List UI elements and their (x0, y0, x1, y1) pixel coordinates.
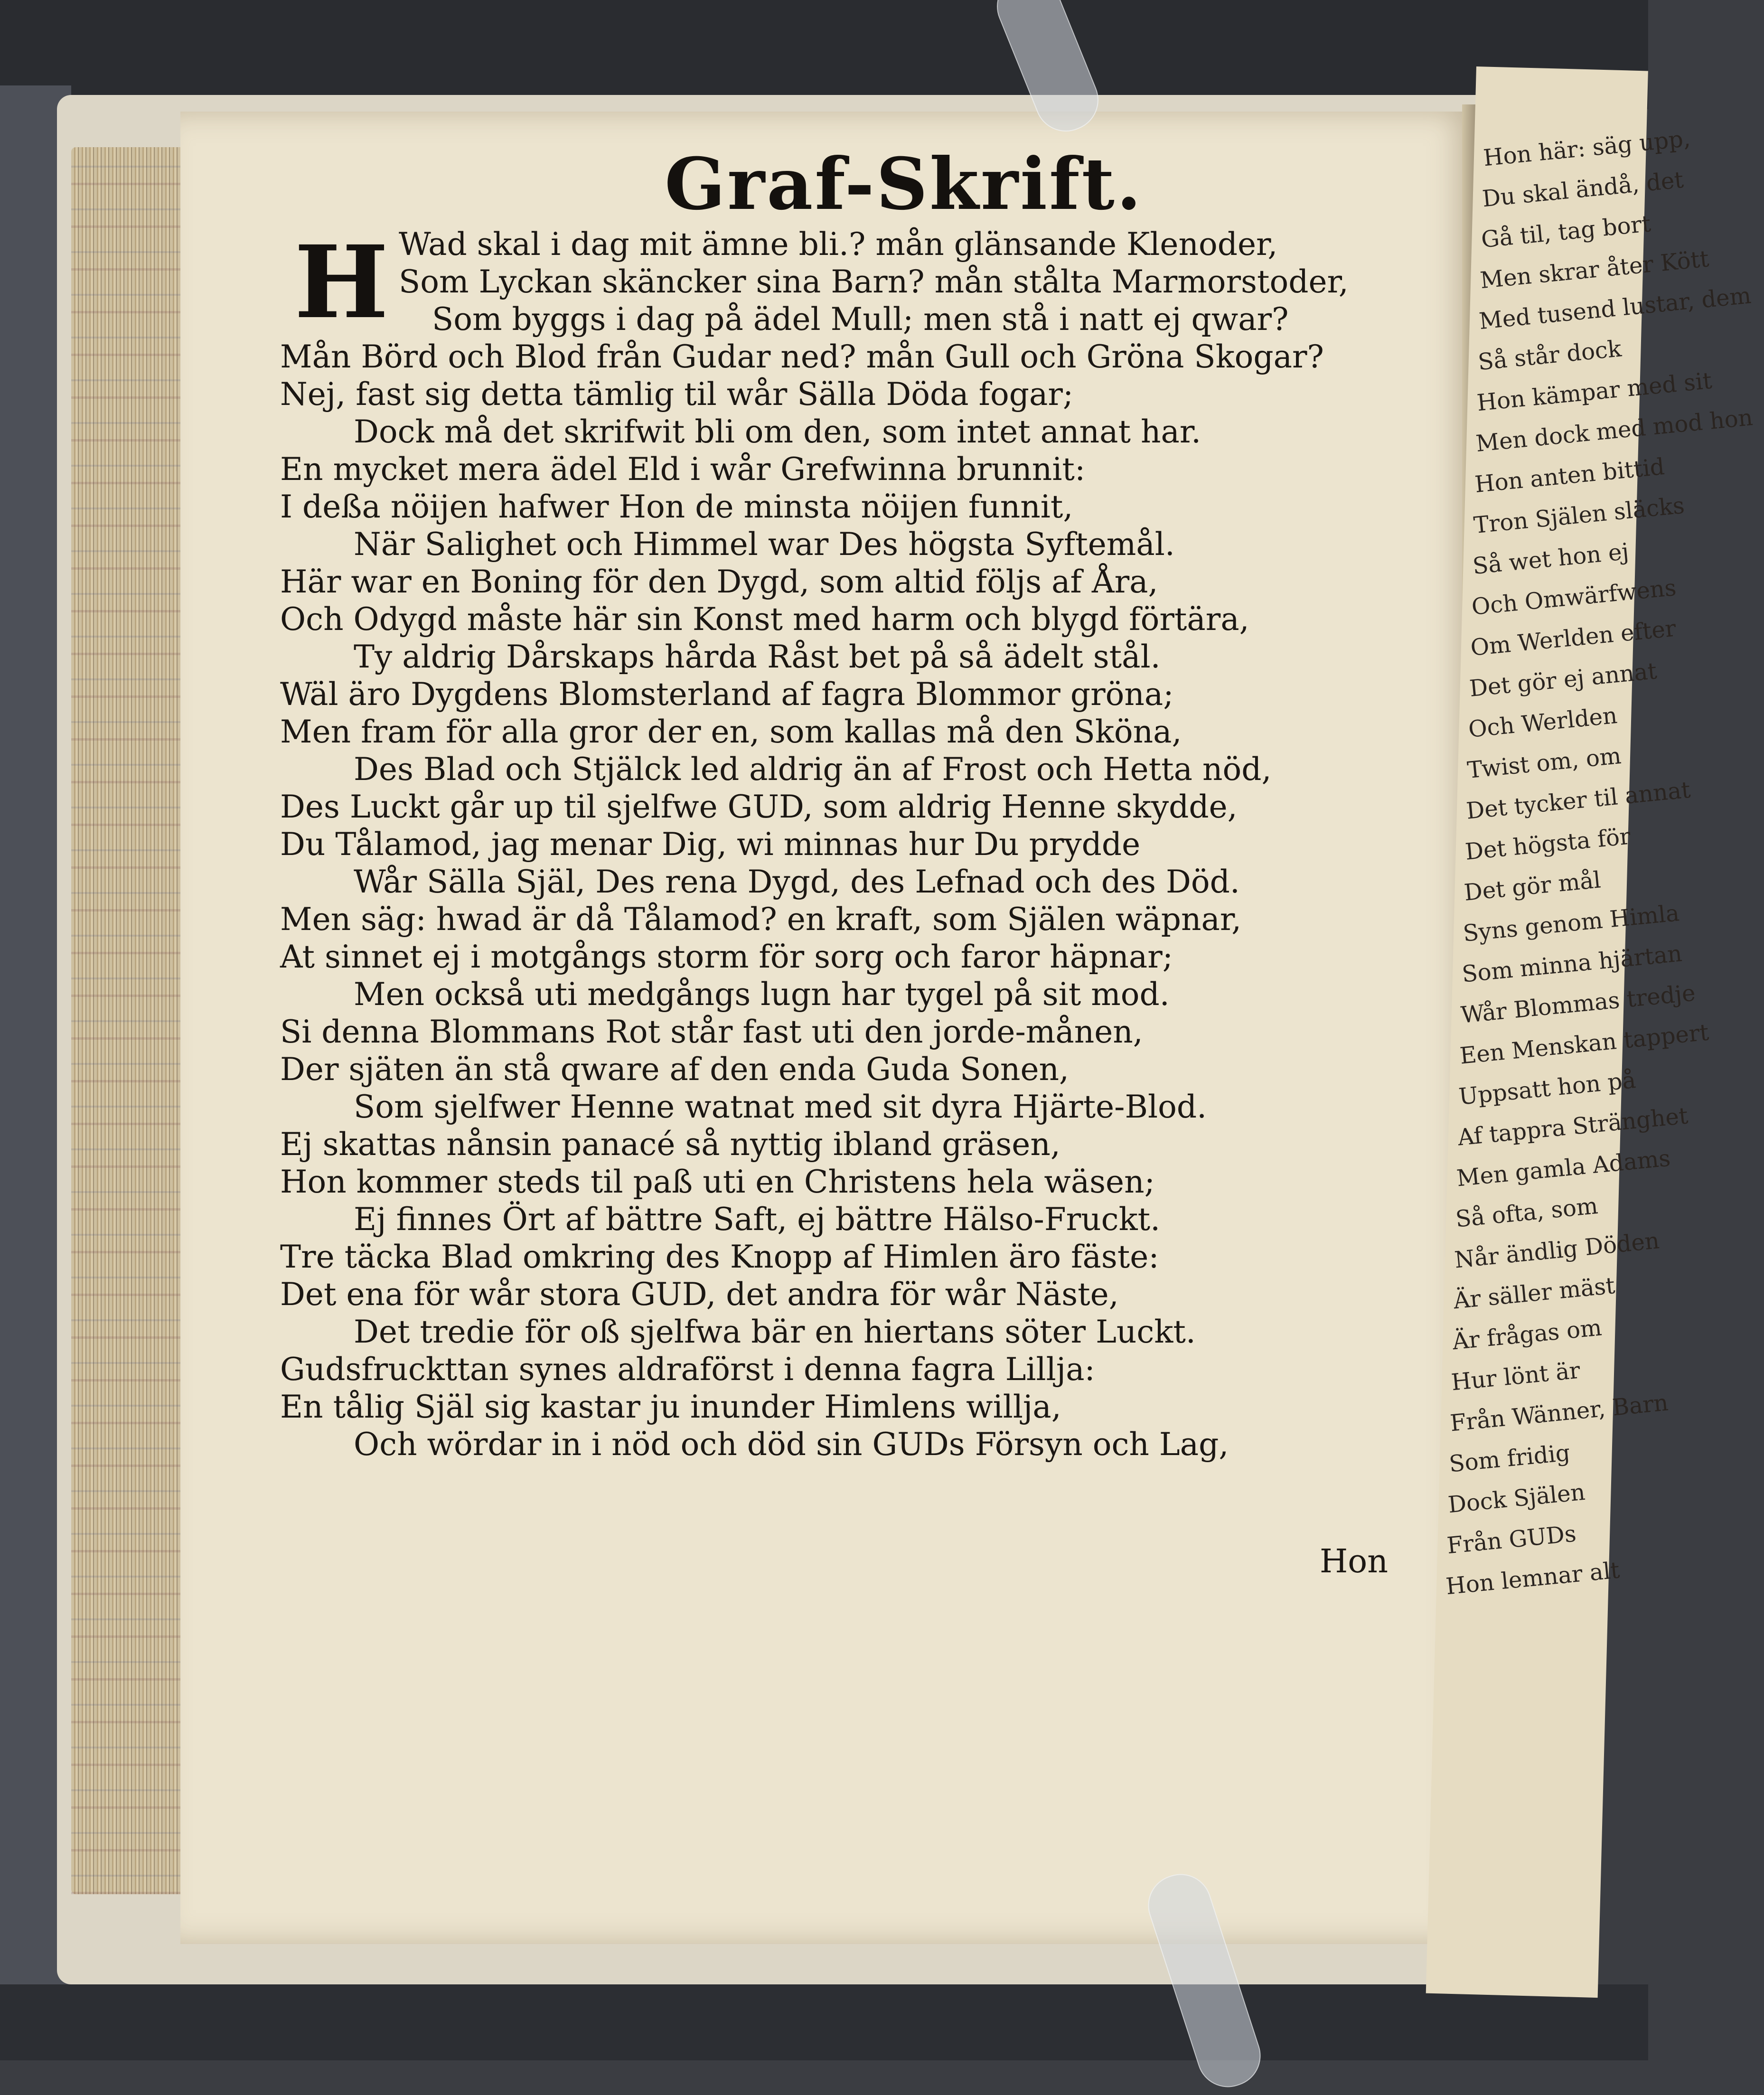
book-page-edges (71, 147, 180, 1894)
poem-line: Si denna Blommans Rot står fast uti den jorde-månen, (280, 1014, 1143, 1050)
poem-line: Gudsfruckttan synes aldraförst i denna fagra Lillja: (280, 1351, 1095, 1388)
right-page-line: Syns genom Himla (1462, 900, 1680, 947)
poem-line: At sinnet ej i motgångs storm för sorg och faror häpnar; (280, 939, 1173, 975)
right-page-line: Så står dock (1477, 335, 1623, 376)
poem-line: Som sjelfwer Henne watnat med sit dyra Hjärte-Blod. (354, 1089, 1207, 1125)
right-page-line: Een Menskan tappert (1458, 1019, 1710, 1070)
right-page-line: Hur lönt är (1450, 1357, 1582, 1396)
poem-line: När Salighet och Himmel war Des högsta Syftemål. (354, 526, 1175, 563)
poem-line: Men också uti medgångs lugn har tygel på sit mod. (354, 976, 1170, 1013)
right-page-line: Från GUDs (1445, 1520, 1577, 1560)
poem-line: Men säg: hwad är då Tålamod? en kraft, som Själen wäpnar, (280, 901, 1242, 938)
scanner-background-bottom (0, 1984, 1648, 2060)
poem-line: Men fram för alla gror der en, som kallas må den Sköna, (280, 714, 1182, 750)
right-page-line: Är frågas om (1451, 1314, 1603, 1355)
right-page-line: Når ändlig Döden (1453, 1227, 1661, 1274)
right-page-line: Tron Själen släcks (1472, 492, 1686, 539)
right-page-line: Och Omwärfwens (1470, 574, 1678, 621)
poem-line: Tre täcka Blad omkring des Knopp af Himlen äro fäste: (280, 1239, 1159, 1275)
poem-line: Och wördar in i nöd och död sin GUDs Försyn och Lag, (354, 1426, 1229, 1463)
poem-line: Mån Börd och Blod från Gudar ned? mån Gull och Gröna Skogar? (280, 338, 1324, 375)
right-page-line: Det högsta för (1464, 823, 1632, 865)
right-page-line: Af tappra Stränghet (1456, 1102, 1689, 1151)
right-page-line: Och Werlden (1467, 702, 1619, 743)
poem-line: Ej finnes Ört af bättre Saft, ej bättre Hälso-Fruckt. (354, 1201, 1161, 1238)
right-page-line: Men gamla Adams (1455, 1145, 1672, 1192)
right-page-line: Det gör ej annat (1468, 658, 1658, 702)
catchword: Hon (1320, 1543, 1389, 1580)
right-page-line: Gå til, tag bort (1480, 210, 1652, 254)
right-page-line: Twist om, om (1466, 742, 1623, 784)
right-page-line: Hon här: säg upp, (1482, 125, 1692, 172)
scanner-background-top (0, 0, 1648, 109)
right-page-line: Så wet hon ej (1471, 538, 1630, 580)
right-page-line: Hon lemnar alt (1445, 1557, 1621, 1600)
drop-cap: H (294, 224, 389, 341)
right-page-line: Men skrar åter Kött (1479, 245, 1710, 294)
poem-line: Du Tålamod, jag menar Dig, wi minnas hur Du prydde (280, 826, 1141, 863)
poem-text (280, 225, 1410, 1463)
right-page-line: Hon anten bittid (1473, 453, 1666, 498)
right-page-line: Om Werlden efter (1469, 615, 1677, 661)
right-page-line: Uppsatt hon på (1457, 1067, 1637, 1110)
poem-line: Wad skal i dag mit ämne bli.? mån glänsande Klenoder, (399, 226, 1278, 263)
poem-line: Det ena för wår stora GUD, det andra för wår Näste, (280, 1276, 1119, 1313)
right-page-line: Med tusend lustar, dem (1478, 282, 1753, 335)
page-title: Graf-Skrift. (665, 142, 1144, 226)
right-page-text (1436, 125, 1754, 1612)
poem-line: Dock må det skrifwit bli om den, som intet annat har. (354, 413, 1201, 450)
right-page-line: Det tycker til annat (1465, 776, 1692, 825)
poem-line: I deßa nöijen hafwer Hon de minsta nöijen funnit, (280, 489, 1073, 525)
poem-line: Som byggs i dag på ädel Mull; men stå i natt ej qwar? (432, 301, 1289, 338)
poem-line: Nej, fast sig detta tämlig til wår Sälla Döda fogar; (280, 376, 1074, 413)
right-page-line: Från Wänner, Barn (1449, 1389, 1670, 1437)
right-page-line: Det gör mål (1463, 866, 1602, 906)
poem-line: Som Lyckan skäncker sina Barn? mån stålta Marmorstoder, (399, 263, 1349, 300)
poem-line: Wår Sälla Själ, Des rena Dygd, des Lefnad och des Död. (354, 864, 1240, 900)
poem-line: Der sjäten än stå qware af den enda Guda Sonen, (280, 1051, 1069, 1088)
right-page-line: Som fridig (1448, 1439, 1571, 1478)
right-page-line: Du skal ändå, det (1481, 166, 1685, 213)
right-page-line: Så ofta, som (1454, 1192, 1599, 1233)
poem-line: Och Odygd måste här sin Konst med harm och blygd förtära, (280, 601, 1249, 638)
right-page-line: Är säller mäst (1452, 1272, 1616, 1315)
poem-line: Des Blad och Stjälck led aldrig än af Frost och Hetta nöd, (354, 751, 1272, 788)
right-page-line: Hon kämpar med sit (1475, 367, 1713, 417)
poem-line: Ty aldrig Dårskaps hårda Råst bet på så ädelt stål. (354, 639, 1161, 675)
poem-line: Des Luckt går up til sjelfwe GUD, som aldrig Henne skydde, (280, 789, 1238, 825)
right-page-line: Som minna hjärtan (1461, 940, 1683, 988)
poem-line: Wäl äro Dygdens Blomsterland af fagra Blommor gröna; (280, 676, 1174, 713)
right-page-line: Wår Blommas tredje (1459, 979, 1697, 1029)
poem-line: Här war en Boning för den Dygd, som altid följs af Åra, (280, 564, 1158, 600)
right-page-line: Dock Själen (1446, 1478, 1586, 1519)
poem-line: En tålig Själ sig kastar ju inunder Himlens willja, (280, 1389, 1061, 1425)
poem-line: Hon kommer steds til paß uti en Christens hela wäsen; (280, 1164, 1155, 1200)
poem-line: Det tredie för oß sjelfwa bär en hiertans söter Luckt. (354, 1314, 1196, 1350)
poem-line: Ej skattas nånsin panacé så nyttig ibland gräsen, (280, 1126, 1060, 1163)
poem-line: En mycket mera ädel Eld i wår Grefwinna brunnit: (280, 451, 1086, 488)
right-page-line: Men dock med mod hon (1474, 404, 1754, 458)
